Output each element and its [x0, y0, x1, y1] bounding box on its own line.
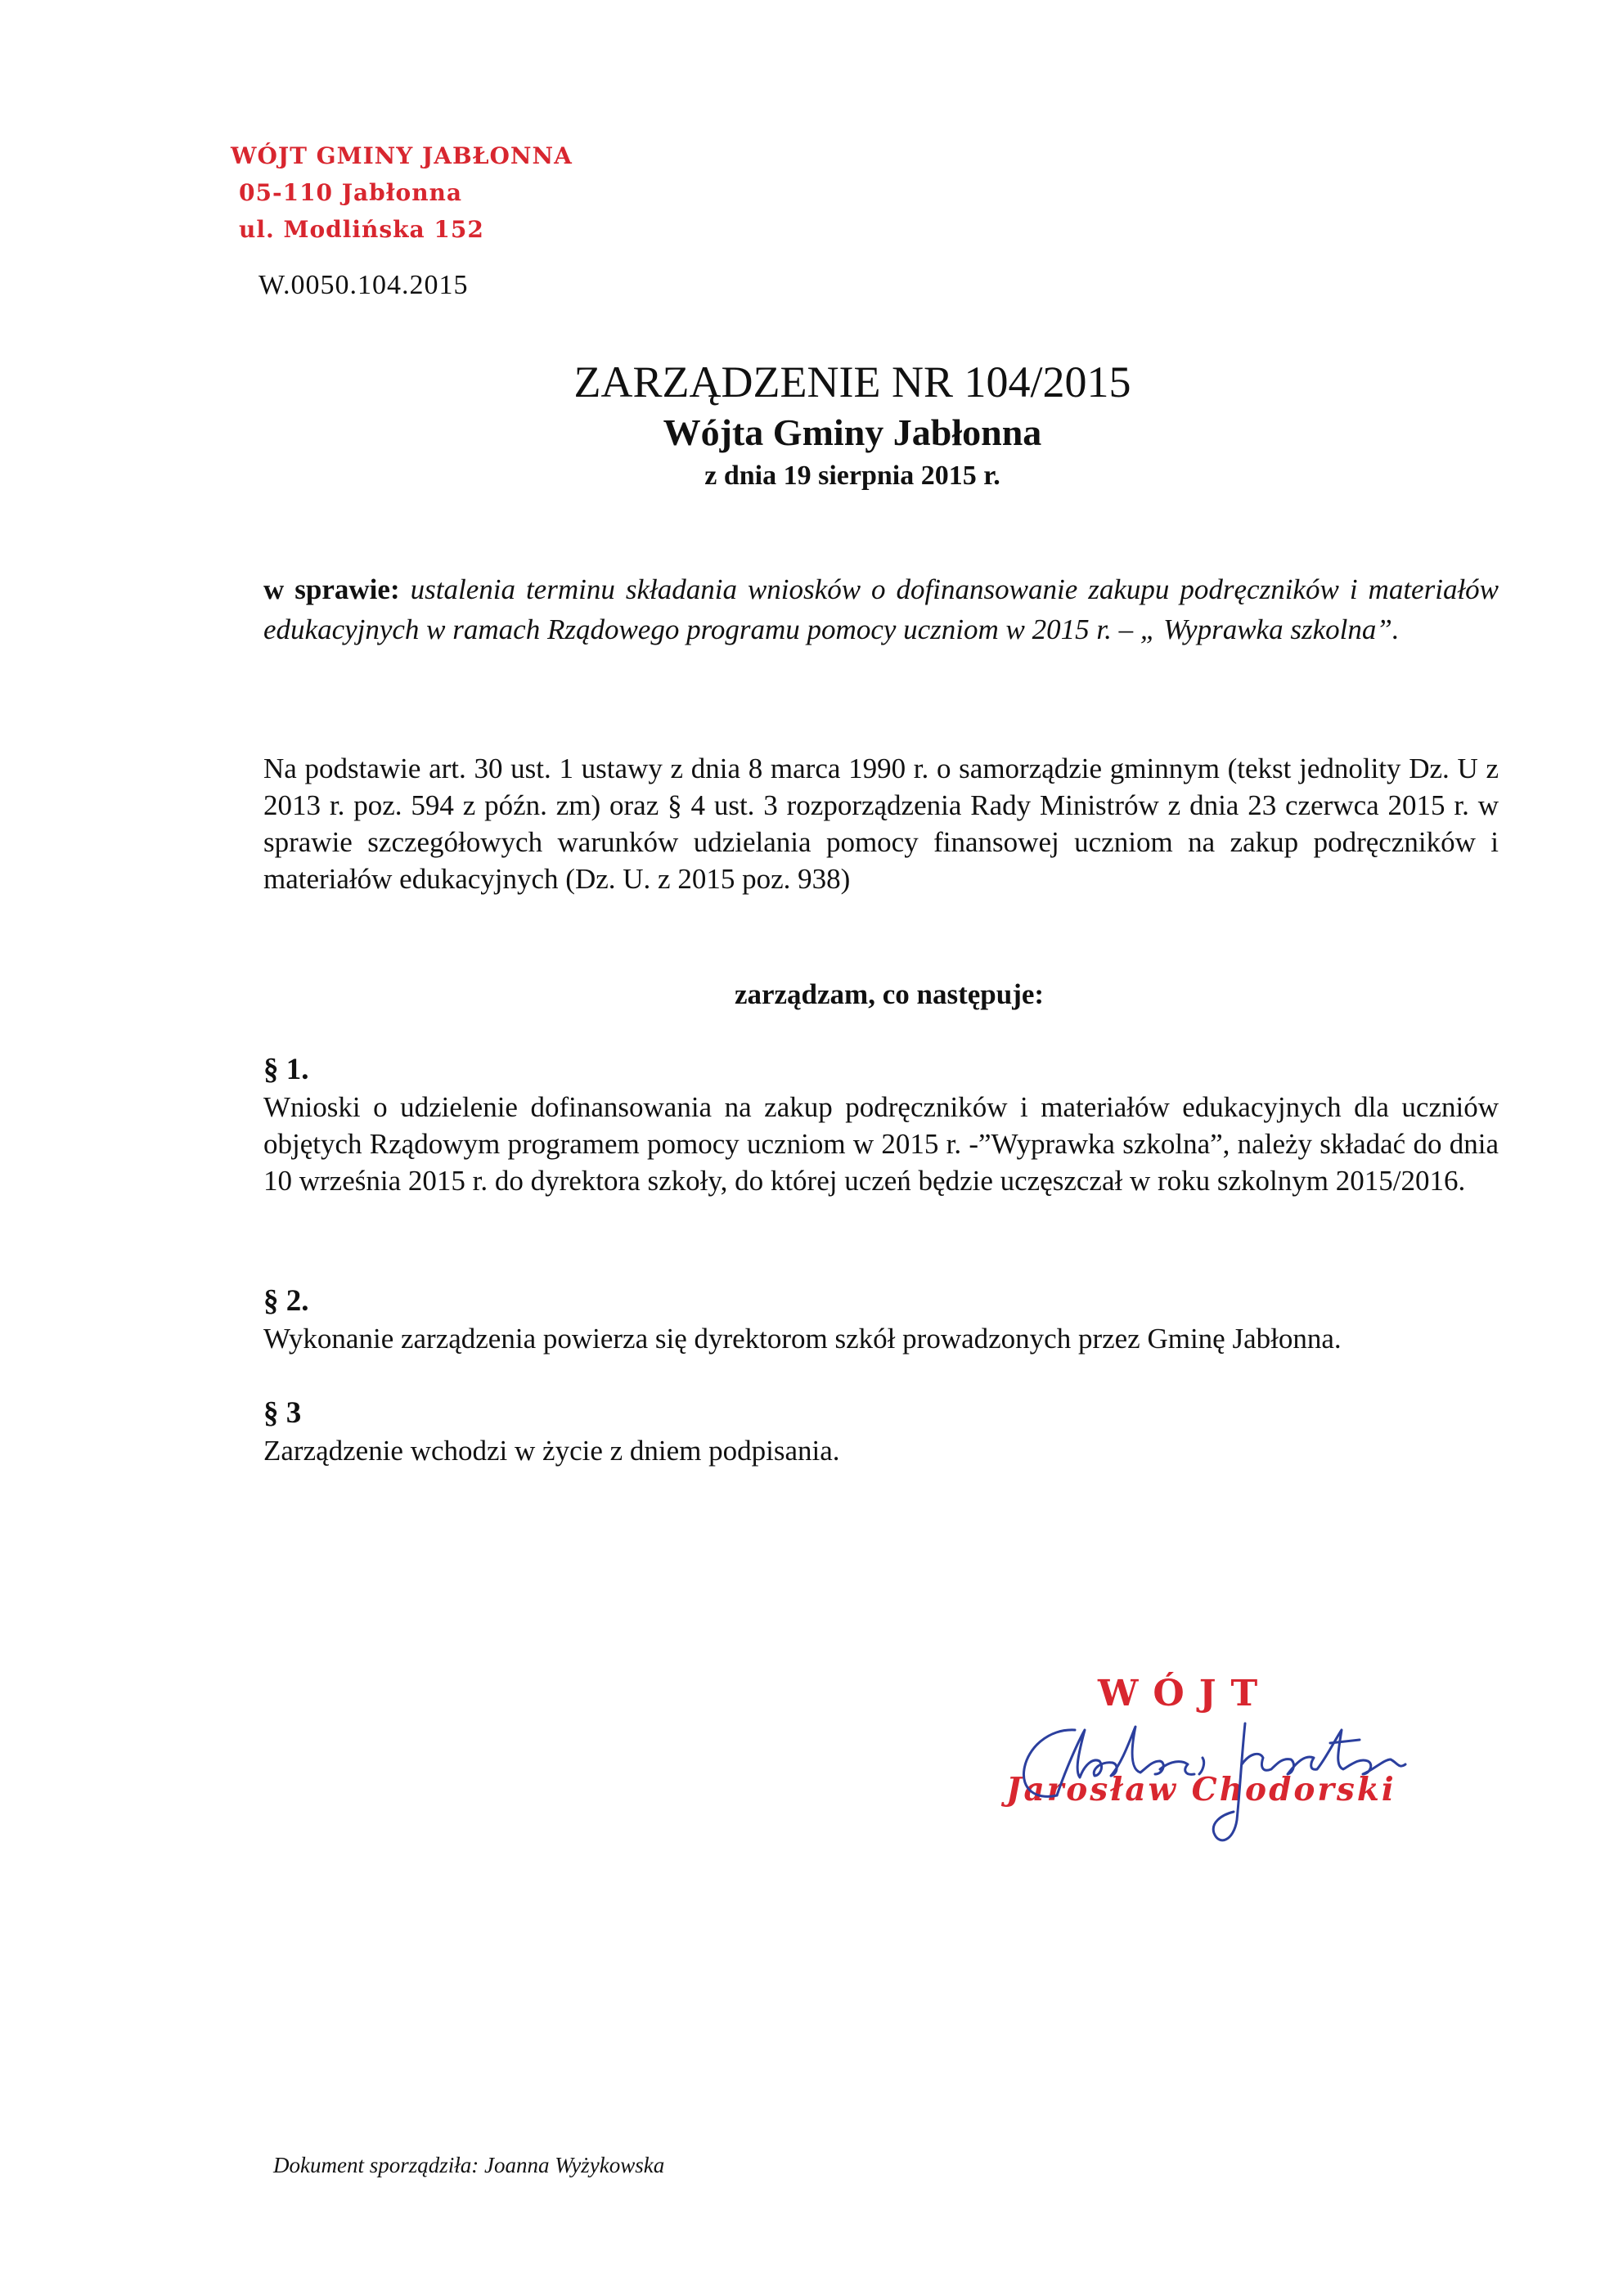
subject-paragraph [263, 569, 1499, 649]
stamp-line-postcode: 05-110 Jabłonna [239, 179, 463, 206]
document-title: ZARZĄDZENIE NR 104/2015 [573, 357, 1131, 407]
decree-phrase: zarządzam, co następuje: [734, 978, 1045, 1010]
footer-author: Dokument sporządziła: Joanna Wyżykowska [273, 2153, 665, 2177]
section-heading: § 1. [263, 1053, 309, 1086]
title-block [0, 356, 1623, 495]
section-3 [263, 1395, 1499, 1469]
signature-stamp [1000, 1673, 1425, 1853]
subject-label: w sprawie: [263, 573, 400, 605]
stamp-line-office: WÓJT GMINY JABŁONNA [231, 142, 573, 169]
section-body: Wykonanie zarządzenia powierza się dyrektorom szkół prowadzonych przez Gminę Jabłonna. [263, 1323, 1342, 1355]
stamp-name: Jarosław Chodorski [1006, 1771, 1396, 1808]
section-2 [263, 1283, 1499, 1357]
stamp-line-street: ul. Modlińska 152 [239, 216, 484, 243]
section-body: Wnioski o udzielenie dofinansowania na zakup podręczników i materiałów edukacyjnych dla uczniów objętych Rządowym programem pomocy uczniom w 2015 r. -”Wyprawka szkolna”, należy składać do dnia 10 września 2015 r. do dyrektora szkoły, do której uczeń będzie uczęszczał w roku szkolnym 2015/2016. [263, 1091, 1499, 1197]
date-line: z dnia 19 sierpnia 2015 r. [704, 461, 1000, 491]
section-body: Zarządzenie wchodzi w życie z dniem podpisania. [263, 1435, 840, 1467]
section-heading: § 2. [263, 1284, 309, 1318]
section-1 [263, 1051, 1499, 1199]
subject-text: ustalenia terminu składania wniosków o dofinansowanie zakupu podręczników i materiałów edukacyjnych w ramach Rządowego programu pomocy uczniom w 2015 r. – „ Wyprawka szkolna”. [263, 573, 1499, 645]
handwritten-signature-icon [1000, 1673, 1425, 1853]
legal-basis-paragraph: Na podstawie art. 30 ust. 1 ustawy z dnia 8 marca 1990 r. o samorządzie gminnym (tekst jednolity Dz. U z 2013 r. poz. 594 z późn. zm) oraz § 4 ust. 3 rozporządzenia Rady Ministrów z dnia 23 czerwca 2015 r. w sprawie szczegółowych warunków udzielania pomocy finansowej uczniom na zakup podręczników i materiałów edukacyjnych (Dz. U. z 2015 poz. 938) [263, 753, 1499, 895]
issuer-line: Wójta Gminy Jabłonna [663, 411, 1042, 453]
stamp-title: WÓJT [1098, 1673, 1273, 1714]
reference-number: W.0050.104.2015 [259, 270, 469, 300]
section-heading: § 3 [263, 1396, 302, 1430]
office-stamp [231, 137, 573, 248]
